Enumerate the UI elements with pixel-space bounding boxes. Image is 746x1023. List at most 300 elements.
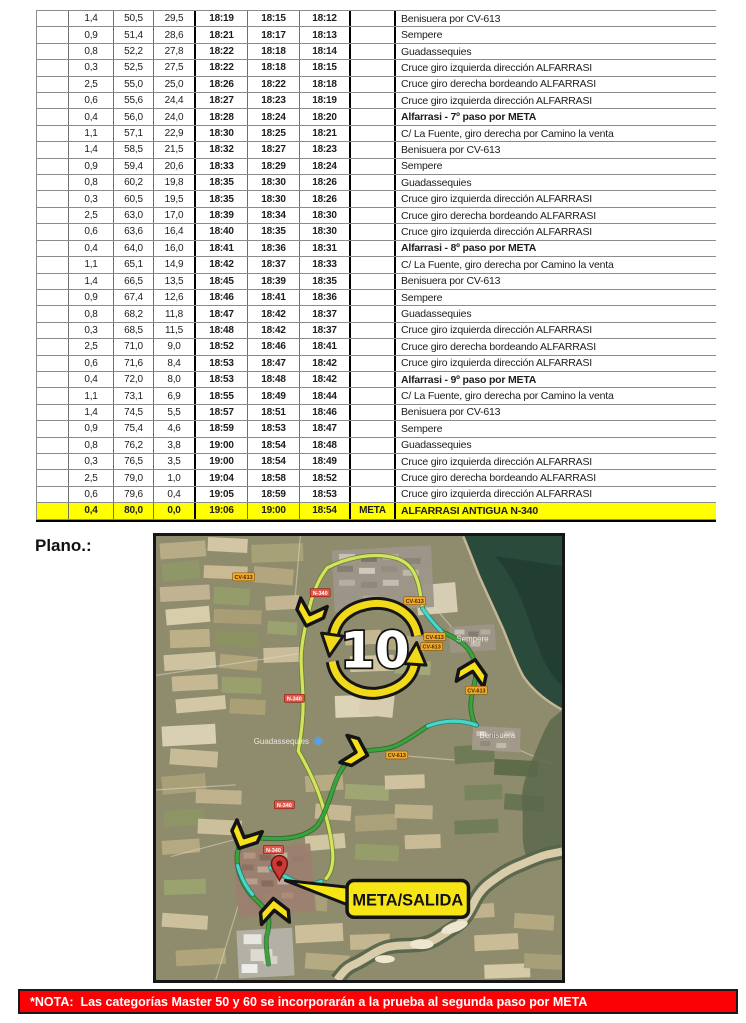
cell-flag: [351, 356, 396, 371]
cell-km-partial: 0,4: [69, 372, 114, 387]
cell-flag: [351, 487, 396, 502]
cell-spacer: [37, 257, 69, 272]
cell-km-total: 66,5: [114, 274, 154, 289]
cell-km-remaining: 12,6: [154, 290, 196, 305]
cell-km-partial: 0,9: [69, 421, 114, 436]
table-row: [36, 274, 716, 290]
cell-time-3: 18:37: [300, 323, 351, 338]
cell-km-total: 60,2: [114, 175, 154, 190]
cell-km-remaining: 28,6: [154, 27, 196, 42]
cell-km-total: 80,0: [114, 503, 154, 518]
cell-description: Cruce giro izquierda dirección ALFARRASI: [401, 225, 593, 238]
cell-description: Cruce giro izquierda dirección ALFARRASI: [401, 94, 593, 107]
road-chip: N-340: [265, 847, 281, 854]
cell-time-2: 18:23: [248, 93, 300, 108]
cell-km-remaining: 19,8: [154, 175, 196, 190]
cell-time-3: 18:31: [300, 241, 351, 256]
cell-time-1: 18:40: [196, 224, 248, 239]
cell-km-remaining: 19,5: [154, 191, 196, 206]
cell-km-partial: 0,6: [69, 487, 114, 502]
cell-flag: [351, 77, 396, 92]
cell-flag: [351, 60, 396, 75]
cell-spacer: [37, 241, 69, 256]
cell-km-partial: 1,4: [69, 274, 114, 289]
cell-km-remaining: 29,5: [154, 11, 196, 26]
cell-km-remaining: 4,6: [154, 421, 196, 436]
cell-spacer: [37, 175, 69, 190]
cell-spacer: [37, 503, 69, 518]
cell-description: Benisuera por CV-613: [401, 275, 501, 288]
cell-description: Cruce giro izquierda dirección ALFARRASI: [401, 193, 593, 206]
table-row: [36, 438, 716, 454]
cell-km-remaining: 0,4: [154, 487, 196, 502]
cell-km-total: 65,1: [114, 257, 154, 272]
cell-time-1: 19:00: [196, 454, 248, 469]
cell-time-1: 19:05: [196, 487, 248, 502]
road-chip: CV-613: [405, 598, 424, 605]
cell-spacer: [37, 339, 69, 354]
cell-km-remaining: 27,5: [154, 60, 196, 75]
cell-time-2: 18:58: [248, 470, 300, 485]
cell-time-2: 18:54: [248, 438, 300, 453]
poi-dot: [315, 738, 321, 744]
cell-km-remaining: 13,5: [154, 274, 196, 289]
cell-description: Benisuera por CV-613: [401, 12, 501, 25]
cell-km-total: 63,0: [114, 208, 154, 223]
cell-km-total: 59,4: [114, 159, 154, 174]
cell-description: Sempere: [401, 422, 443, 435]
cell-km-total: 67,4: [114, 290, 154, 305]
road-chip: CV-613: [387, 753, 406, 760]
cell-km-partial: 0,6: [69, 224, 114, 239]
cell-km-partial: 1,4: [69, 142, 114, 157]
cell-km-remaining: 8,0: [154, 372, 196, 387]
cell-km-partial: 1,4: [69, 405, 114, 420]
table-row: [36, 191, 716, 207]
cell-spacer: [37, 438, 69, 453]
lap-count-label: 10: [340, 621, 410, 680]
cell-flag: [351, 44, 396, 59]
cell-km-total: 74,5: [114, 405, 154, 420]
cell-km-remaining: 3,8: [154, 438, 196, 453]
cell-flag: [351, 11, 396, 26]
cell-description: Benisuera por CV-613: [401, 143, 501, 156]
cell-description: Guadassequies: [401, 45, 472, 58]
table-row: [36, 60, 716, 76]
cell-description: Cruce giro izquierda dirección ALFARRASI: [401, 488, 593, 501]
cell-km-remaining: 21,5: [154, 142, 196, 157]
cell-time-3: 18:13: [300, 27, 351, 42]
cell-time-3: 18:19: [300, 93, 351, 108]
table-row: [36, 503, 716, 519]
cell-time-2: 18:42: [248, 323, 300, 338]
table-row: [36, 470, 716, 486]
cell-km-total: 73,1: [114, 388, 154, 403]
cell-km-partial: 2,5: [69, 208, 114, 223]
cell-flag: [351, 159, 396, 174]
cell-time-2: 18:34: [248, 208, 300, 223]
cell-time-1: 18:53: [196, 372, 248, 387]
cell-spacer: [37, 274, 69, 289]
cell-km-partial: 0,6: [69, 356, 114, 371]
cell-time-1: 18:48: [196, 323, 248, 338]
table-row: [36, 241, 716, 257]
cell-km-partial: 0,3: [69, 323, 114, 338]
cell-flag: [351, 323, 396, 338]
cell-spacer: [37, 142, 69, 157]
cell-spacer: [37, 323, 69, 338]
cell-description: Cruce giro izquierda dirección ALFARRASI: [401, 357, 593, 370]
cell-km-partial: 0,3: [69, 60, 114, 75]
cell-km-total: 63,6: [114, 224, 154, 239]
cell-km-total: 68,5: [114, 323, 154, 338]
cell-km-partial: 0,3: [69, 454, 114, 469]
plano-heading: Plano.:: [35, 536, 92, 555]
cell-km-partial: 0,9: [69, 27, 114, 42]
table-row: [36, 405, 716, 421]
cell-spacer: [37, 109, 69, 124]
cell-spacer: [37, 11, 69, 26]
cell-time-3: 18:52: [300, 470, 351, 485]
table-row: [36, 77, 716, 93]
table-row: [36, 27, 716, 43]
cell-km-remaining: 5,5: [154, 405, 196, 420]
cell-time-2: 18:39: [248, 274, 300, 289]
cell-km-total: 72,0: [114, 372, 154, 387]
cell-km-partial: 2,5: [69, 339, 114, 354]
cell-time-3: 18:30: [300, 224, 351, 239]
cell-description: Cruce giro izquierda dirección ALFARRASI: [401, 455, 593, 468]
cell-flag: [351, 372, 396, 387]
cell-km-remaining: 6,9: [154, 388, 196, 403]
cell-km-remaining: 0,0: [154, 503, 196, 518]
cell-spacer: [37, 208, 69, 223]
cell-km-remaining: 3,5: [154, 454, 196, 469]
cell-time-2: 18:24: [248, 109, 300, 124]
cell-km-total: 68,2: [114, 306, 154, 321]
cell-time-3: 18:37: [300, 306, 351, 321]
cell-time-3: 18:33: [300, 257, 351, 272]
table-row: [36, 323, 716, 339]
road-chip: CV-613: [422, 644, 441, 651]
cell-spacer: [37, 159, 69, 174]
cell-km-total: 58,5: [114, 142, 154, 157]
cell-time-2: 18:51: [248, 405, 300, 420]
cell-time-2: 18:46: [248, 339, 300, 354]
cell-flag: [351, 257, 396, 272]
cell-time-1: 19:06: [196, 503, 248, 518]
cell-time-2: 18:47: [248, 356, 300, 371]
cell-time-2: 19:00: [248, 503, 300, 518]
cell-time-2: 18:30: [248, 191, 300, 206]
cell-flag: [351, 27, 396, 42]
cell-time-2: 18:36: [248, 241, 300, 256]
table-row: [36, 388, 716, 404]
cell-time-3: 18:44: [300, 388, 351, 403]
table-row: [36, 93, 716, 109]
cell-time-3: 18:42: [300, 372, 351, 387]
cell-time-1: 18:52: [196, 339, 248, 354]
cell-time-3: 18:35: [300, 274, 351, 289]
meta-callout-label: META/SALIDA: [352, 891, 464, 910]
cell-km-total: 50,5: [114, 11, 154, 26]
cell-km-total: 51,4: [114, 27, 154, 42]
cell-time-1: 18:35: [196, 175, 248, 190]
cell-time-3: 18:30: [300, 208, 351, 223]
cell-flag: [351, 224, 396, 239]
table-row: [36, 11, 716, 27]
cell-time-1: 18:47: [196, 306, 248, 321]
cell-km-total: 71,0: [114, 339, 154, 354]
cell-time-1: 18:39: [196, 208, 248, 223]
cell-spacer: [37, 93, 69, 108]
cell-spacer: [37, 44, 69, 59]
cell-flag: [351, 438, 396, 453]
cell-time-2: 18:53: [248, 421, 300, 436]
cell-time-2: 18:37: [248, 257, 300, 272]
cell-spacer: [37, 356, 69, 371]
cell-spacer: [37, 290, 69, 305]
cell-spacer: [37, 224, 69, 239]
table-row: [36, 372, 716, 388]
cell-description: Sempere: [401, 291, 443, 304]
cell-flag: [351, 93, 396, 108]
cell-km-partial: 2,5: [69, 470, 114, 485]
cell-km-partial: 1,1: [69, 388, 114, 403]
cell-km-remaining: 27,8: [154, 44, 196, 59]
cell-time-3: 18:20: [300, 109, 351, 124]
cell-km-partial: 0,9: [69, 290, 114, 305]
cell-time-1: 18:46: [196, 290, 248, 305]
cell-flag: [351, 290, 396, 305]
cell-time-3: 18:46: [300, 405, 351, 420]
cell-km-total: 52,2: [114, 44, 154, 59]
cell-time-2: 18:18: [248, 60, 300, 75]
cell-time-2: 18:15: [248, 11, 300, 26]
cell-time-1: 18:59: [196, 421, 248, 436]
cell-km-total: 57,1: [114, 126, 154, 141]
table-row: [36, 109, 716, 125]
cell-km-remaining: 22,9: [154, 126, 196, 141]
cell-time-2: 18:41: [248, 290, 300, 305]
road-chip: N-340: [312, 590, 328, 597]
cell-spacer: [37, 405, 69, 420]
cell-description: Sempere: [401, 160, 443, 173]
cell-time-2: 18:30: [248, 175, 300, 190]
table-row: [36, 126, 716, 142]
cell-km-total: 56,0: [114, 109, 154, 124]
cell-km-remaining: 20,6: [154, 159, 196, 174]
cell-time-2: 18:54: [248, 454, 300, 469]
cell-flag: [351, 191, 396, 206]
cell-km-partial: 2,5: [69, 77, 114, 92]
table-row: [36, 356, 716, 372]
cell-km-remaining: 11,5: [154, 323, 196, 338]
cell-flag: [351, 208, 396, 223]
cell-time-3: 18:53: [300, 487, 351, 502]
cell-description: Cruce giro derecha bordeando ALFARRASI: [401, 472, 596, 485]
cell-km-total: 75,4: [114, 421, 154, 436]
cell-km-remaining: 14,9: [154, 257, 196, 272]
cell-time-1: 18:45: [196, 274, 248, 289]
cell-time-1: 18:26: [196, 77, 248, 92]
cell-time-1: 18:57: [196, 405, 248, 420]
cell-description: Cruce giro izquierda dirección ALFARRASI: [401, 61, 593, 74]
cell-flag: [351, 175, 396, 190]
road-chip: CV-613: [234, 575, 253, 582]
table-row: [36, 487, 716, 503]
cell-time-2: 18:35: [248, 224, 300, 239]
cell-time-3: 18:54: [300, 503, 351, 518]
cell-time-2: 18:59: [248, 487, 300, 502]
cell-time-2: 18:25: [248, 126, 300, 141]
cell-km-total: 60,5: [114, 191, 154, 206]
cell-time-1: 18:19: [196, 11, 248, 26]
cell-spacer: [37, 126, 69, 141]
cell-time-1: 19:04: [196, 470, 248, 485]
cell-time-1: 18:53: [196, 356, 248, 371]
cell-time-1: 18:30: [196, 126, 248, 141]
cell-description: Cruce giro izquierda dirección ALFARRASI: [401, 324, 593, 337]
cell-flag: [351, 142, 396, 157]
cell-km-partial: 1,1: [69, 126, 114, 141]
cell-km-total: 52,5: [114, 60, 154, 75]
cell-description: ALFARRASI ANTIGUA N-340: [401, 504, 538, 517]
cell-time-1: 18:42: [196, 257, 248, 272]
cell-description: C/ La Fuente, giro derecha por Camino la venta: [401, 258, 614, 271]
cell-description: Cruce giro derecha bordeando ALFARRASI: [401, 209, 596, 222]
cell-time-2: 18:18: [248, 44, 300, 59]
cell-km-partial: 1,4: [69, 11, 114, 26]
cell-time-3: 18:49: [300, 454, 351, 469]
cell-km-total: 64,0: [114, 241, 154, 256]
cell-time-3: 18:24: [300, 159, 351, 174]
table-row: [36, 454, 716, 470]
cell-spacer: [37, 421, 69, 436]
table-row: [36, 142, 716, 158]
cell-km-remaining: 16,0: [154, 241, 196, 256]
cell-km-total: 76,2: [114, 438, 154, 453]
cell-spacer: [37, 60, 69, 75]
cell-description: Guadassequies: [401, 176, 472, 189]
table-row: [36, 290, 716, 306]
cell-spacer: [37, 388, 69, 403]
cell-time-1: 18:55: [196, 388, 248, 403]
cell-time-2: 18:22: [248, 77, 300, 92]
cell-km-total: 79,0: [114, 470, 154, 485]
cell-flag: [351, 470, 396, 485]
cell-time-3: 18:15: [300, 60, 351, 75]
cell-km-remaining: 25,0: [154, 77, 196, 92]
cell-flag: [351, 388, 396, 403]
cell-spacer: [37, 470, 69, 485]
cell-time-3: 18:23: [300, 142, 351, 157]
cell-time-3: 18:12: [300, 11, 351, 26]
cell-km-remaining: 11,8: [154, 306, 196, 321]
table-row: [36, 44, 716, 60]
nota-banner: [18, 989, 738, 1014]
cell-time-1: 18:35: [196, 191, 248, 206]
cell-time-1: 18:33: [196, 159, 248, 174]
cell-time-2: 18:29: [248, 159, 300, 174]
cell-spacer: [37, 487, 69, 502]
town-label-sempere: Sempere: [456, 634, 489, 644]
road-chip: N-340: [276, 802, 292, 809]
cell-km-remaining: 9,0: [154, 339, 196, 354]
cell-time-3: 18:48: [300, 438, 351, 453]
cell-km-partial: 0,8: [69, 44, 114, 59]
cell-time-2: 18:48: [248, 372, 300, 387]
cell-km-partial: 0,8: [69, 438, 114, 453]
cell-time-1: 18:21: [196, 27, 248, 42]
cell-time-1: 18:41: [196, 241, 248, 256]
cell-km-partial: 0,3: [69, 191, 114, 206]
cell-time-3: 18:21: [300, 126, 351, 141]
cell-km-partial: 0,9: [69, 159, 114, 174]
cell-flag: [351, 274, 396, 289]
cell-spacer: [37, 191, 69, 206]
cell-flag: [351, 306, 396, 321]
cell-spacer: [37, 77, 69, 92]
cell-description: Guadassequies: [401, 308, 472, 321]
cell-flag: [351, 405, 396, 420]
cell-time-1: 18:27: [196, 93, 248, 108]
cell-km-remaining: 1,0: [154, 470, 196, 485]
road-chip: CV-613: [425, 634, 444, 641]
cell-km-remaining: 24,0: [154, 109, 196, 124]
cell-flag: META: [351, 503, 396, 518]
cell-flag: [351, 339, 396, 354]
cell-km-partial: 0,6: [69, 93, 114, 108]
cell-time-2: 18:17: [248, 27, 300, 42]
cell-description: Sempere: [401, 29, 443, 42]
table-row: [36, 306, 716, 322]
cell-description: Cruce giro derecha bordeando ALFARRASI: [401, 78, 596, 91]
cell-time-1: 18:22: [196, 44, 248, 59]
cell-description: Cruce giro derecha bordeando ALFARRASI: [401, 340, 596, 353]
nota-text: *NOTA: Las categorías Master 50 y 60 se incorporarán a la prueba al segunda paso por META: [30, 994, 588, 1009]
cell-time-3: 18:14: [300, 44, 351, 59]
cell-time-2: 18:27: [248, 142, 300, 157]
satellite-map: [156, 536, 562, 980]
route-map: [153, 533, 565, 983]
cell-description: Alfarrasi - 9º paso por META: [401, 373, 537, 386]
cell-description: C/ La Fuente, giro derecha por Camino la venta: [401, 127, 614, 140]
cell-time-1: 18:28: [196, 109, 248, 124]
table-row: [36, 208, 716, 224]
cell-spacer: [37, 306, 69, 321]
cell-flag: [351, 126, 396, 141]
cell-description: Benisuera por CV-613: [401, 406, 501, 419]
road-chip: CV-613: [467, 688, 486, 695]
table-row: [36, 159, 716, 175]
table-row: [36, 421, 716, 437]
table-row: [36, 257, 716, 273]
cell-km-total: 79,6: [114, 487, 154, 502]
cell-time-3: 18:26: [300, 175, 351, 190]
cell-description: C/ La Fuente, giro derecha por Camino la venta: [401, 390, 614, 403]
table-row: [36, 224, 716, 240]
cell-km-remaining: 8,4: [154, 356, 196, 371]
cell-flag: [351, 109, 396, 124]
cell-spacer: [37, 27, 69, 42]
cell-km-partial: 0,8: [69, 175, 114, 190]
cell-km-total: 55,6: [114, 93, 154, 108]
town-label-guadassequies: Guadassequies: [253, 737, 310, 747]
cell-km-partial: 0,4: [69, 109, 114, 124]
cell-km-partial: 1,1: [69, 257, 114, 272]
cell-time-3: 18:26: [300, 191, 351, 206]
